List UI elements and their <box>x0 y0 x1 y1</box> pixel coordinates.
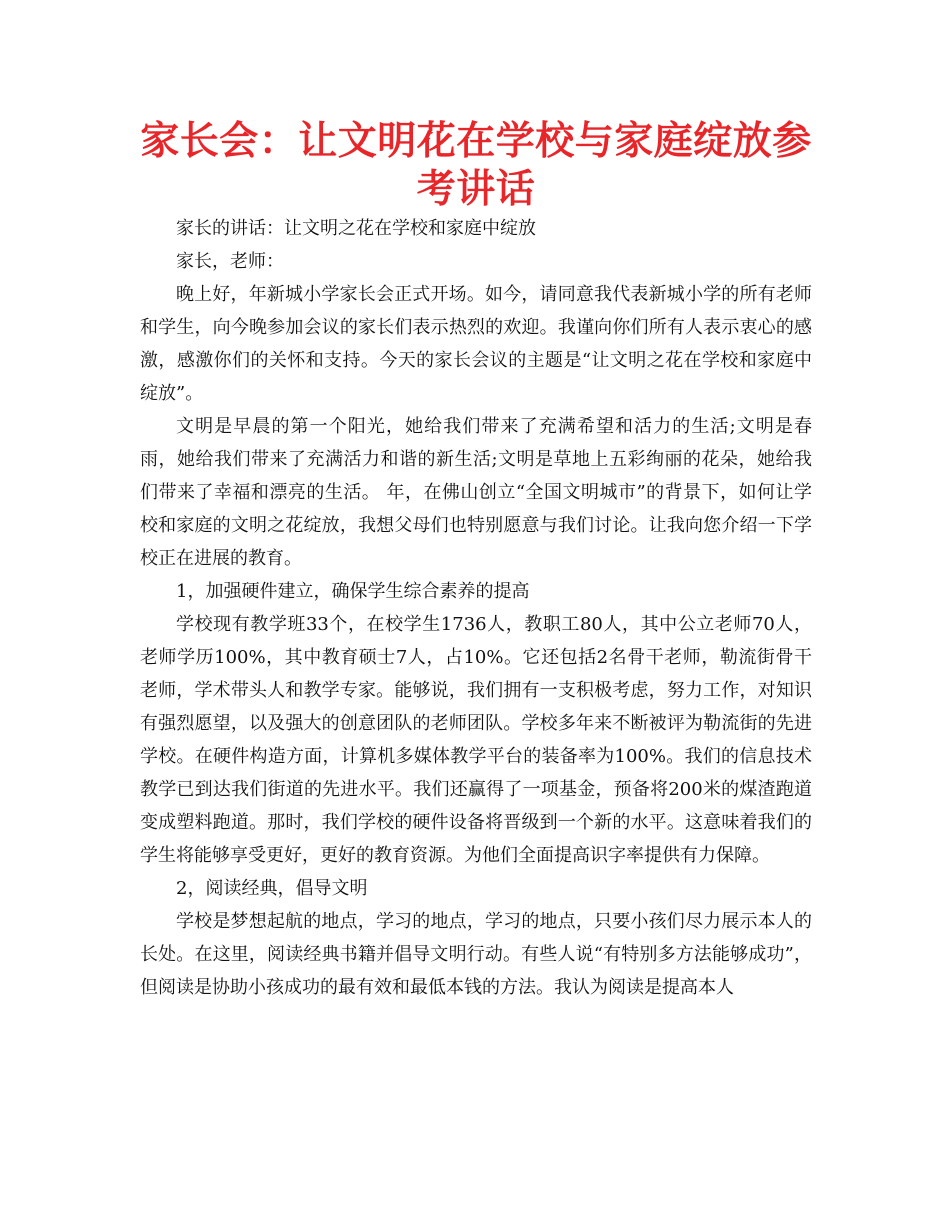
paragraph-reading: 学校是梦想起航的地点，学习的地点，学习的地点，只要小孩们尽力展示本人的长处。在这里，阅读经典书籍并倡导文明行动。有些人说“有特别多方法能够成功”，但阅读是协助小孩成功的最有效和最低本钱的方法。我认为阅读是提高本人 <box>140 911 812 998</box>
document-page <box>140 118 812 1004</box>
document-title: 家长会：让文明花在学校与家庭绽放参考讲话 <box>140 119 812 212</box>
salutation: 家长，老师： <box>176 251 284 272</box>
paragraph-civilization: 文明是早晨的第一个阳光，她给我们带来了充满希望和活力的生活;文明是春雨，她给我们带来了充满活力和谐的新生活;文明是草地上五彩绚丽的花朵，她给我们带来了幸福和漂亮的生活。 年，在佛山创立“全国文明城市”的背景下，如何让学校和家庭的文明之花绽放，我想父母们也特别愿意与我们讨论。让我向您介绍一下学校正在进展的教育。 <box>140 416 812 569</box>
paragraph-hardware: 学校现有教学班33个，在校学生1736人，教职工80人，其中公立老师70人，老师学历100%，其中教育硕士7人，占10%。它还包括2名骨干老师，勒流街骨干老师，学术带头人和教学专家。能够说，我们拥有一支积极考虑，努力工作，对知识有强烈愿望，以及强大的创意团队的老师团队。学校多年来不断被评为勒流街的先进学校。在硬件构造方面，计算机多媒体教学平台的装备率为100%。我们的信息技术教学已到达我们街道的先进水平。我们还赢得了一项基金，预备将200米的煤渣跑道变成塑料跑道。那时，我们学校的硬件设备将晋级到一个新的水平。这意味着我们的学生将能够享受更好，更好的教育资源。为他们全面提高识字率提供有力保障。 <box>140 614 812 866</box>
section-heading-1: 1，加强硬件建立，确保学生综合素养的提高 <box>176 581 530 602</box>
paragraph-opening: 晚上好，年新城小学家长会正式开场。如今，请同意我代表新城小学的所有老师和学生，向今晚参加会议的家长们表示热烈的欢迎。我谨向你们所有人表示衷心的感激，感激你们的关怀和支持。今天的家长会议的主题是“让文明之花在学校和家庭中绽放”。 <box>140 284 812 404</box>
speech-heading: 家长的讲话：让文明之花在学校和家庭中绽放 <box>176 218 536 239</box>
section-heading-2: 2，阅读经典，倡导文明 <box>176 878 368 899</box>
document-body <box>140 212 812 1004</box>
